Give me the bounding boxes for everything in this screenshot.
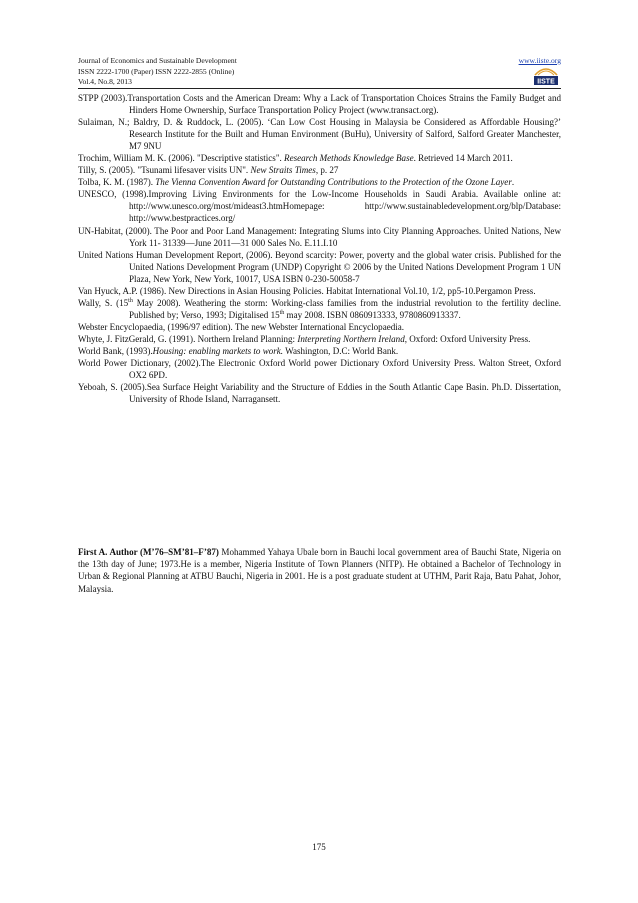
reference-item: Yeboah, S. (2005).Sea Surface Height Variability and the Structure of Eddies in the South Atlantic Cape Basin. Ph.D. Dissertation, University of Rhode Island, Narragansett. <box>78 382 561 405</box>
logo-text: IISTE <box>537 78 555 86</box>
reference-item: UNESCO, (1998).Improving Living Environments for the Low-Income Households in Saudi Arabia. Available online at: http://www.unesco.org/most/mideast3.htmHomepage: http://www.sustainabledevelopment.org/blp/Database: http://www.bestpractices.org/ <box>78 189 561 224</box>
page-number: 175 <box>312 842 326 852</box>
reference-item: STPP (2003).Transportation Costs and the American Dream: Why a Lack of Transportation Choices Strains the Family Budget and Hinders Home Ownership, Surface Transportation Policy Project (www.transact.org). <box>78 93 561 116</box>
iiste-logo <box>531 65 561 87</box>
author-bio-text: Mohammed Yahaya Ubale born in Bauchi local government area of Bauchi State, Nigeria on the 13th day of June; 1973.He is a member, Nigeria Institute of Town Planners (NITP). He obtained a Bachelor of Technology in Urban & Regional Planning at ATBU Bauchi, Nigeria in 2001. He is a post graduate student at UTHM, Parit Raja, Batu Pahat, Johor, Malaysia. <box>78 547 561 594</box>
reference-list <box>78 92 561 405</box>
reference-item: Tolba, K. M. (1987). The Vienna Convention Award for Outstanding Contributions to the Protection of the Ozone Layer. <box>78 177 515 188</box>
reference-item: Whyte, J. FitzGerald, G. (1991). Northern Ireland Planning: Interpreting Northern Ireland, Oxford: Oxford University Press. <box>78 333 531 344</box>
reference-item: Sulaiman, N.; Baldry, D. & Ruddock, L. (2005). ‘Can Low Cost Housing in Malaysia be Considered as Affordable Housing?’ Research Institute for the Built and Human Environment (BuHu), University of Salford, Salford Greater Manchester, M7 9NU <box>78 117 561 152</box>
journal-header <box>78 56 561 88</box>
issn: ISSN 2222-1700 (Paper) ISSN 2222-2855 (Online) <box>78 66 235 76</box>
reference-item: World Bank, (1993).Housing: enabling markets to work. Washington, D.C: World Bank. <box>78 345 399 356</box>
journal-url[interactable]: www.iiste.org <box>518 56 561 65</box>
header-rule <box>78 88 561 89</box>
reference-item: United Nations Human Development Report, (2006). Beyond scarcity: Power, poverty and the global water crisis. Published for the United Nations Development Program (UNDP) Copyright © 2006 by the United Nations Development Program 1 UN Plaza, New York, New York, 10017, USA ISBN 0-230-50058-7 <box>78 249 561 284</box>
reference-item: Webster Encyclopaedia, (1996/97 edition). The new Webster International Encyclopaedia. <box>78 321 405 332</box>
author-bio <box>78 546 561 595</box>
reference-item: Tilly, S. (2005). "Tsunami lifesaver visits UN". New Straits Times, p. 27 <box>78 165 339 176</box>
reference-item: World Power Dictionary, (2002).The Electronic Oxford World power Dictionary Oxford University Press. Walton Street, Oxford OX2 6PD. <box>78 358 561 381</box>
reference-item: UN-Habitat, (2000). The Poor and Poor Land Management: Integrating Slums into City Planning Approaches. United Nations, New York 11- 31339—June 2011—31 000 Sales No. E.11.I.10 <box>78 225 561 248</box>
author-heading: First A. Author (M’76–SM’81–F’87) <box>78 547 219 557</box>
journal-name: Journal of Economics and Sustainable Development <box>78 56 237 65</box>
volume: Vol.4, No.8, 2013 <box>78 77 132 87</box>
reference-item: Van Hyuck, A.P. (1986). New Directions in Asian Housing Policies. Habitat International Vol.10, 1/2, pp5-10.Pergamon Press. <box>78 285 536 296</box>
reference-item: Wally, S. (15th May 2008). Weathering the storm: Working-class families from the industrial revolution to the fertility decline. Published by; Verso, 1993; Digitalised 15th may 2008. ISBN 0860913333, 9780860913337. <box>78 297 562 320</box>
reference-item: Trochim, William M. K. (2006). "Descriptive statistics". Research Methods Knowledge Base. Retrieved 14 March 2011. <box>78 153 513 164</box>
